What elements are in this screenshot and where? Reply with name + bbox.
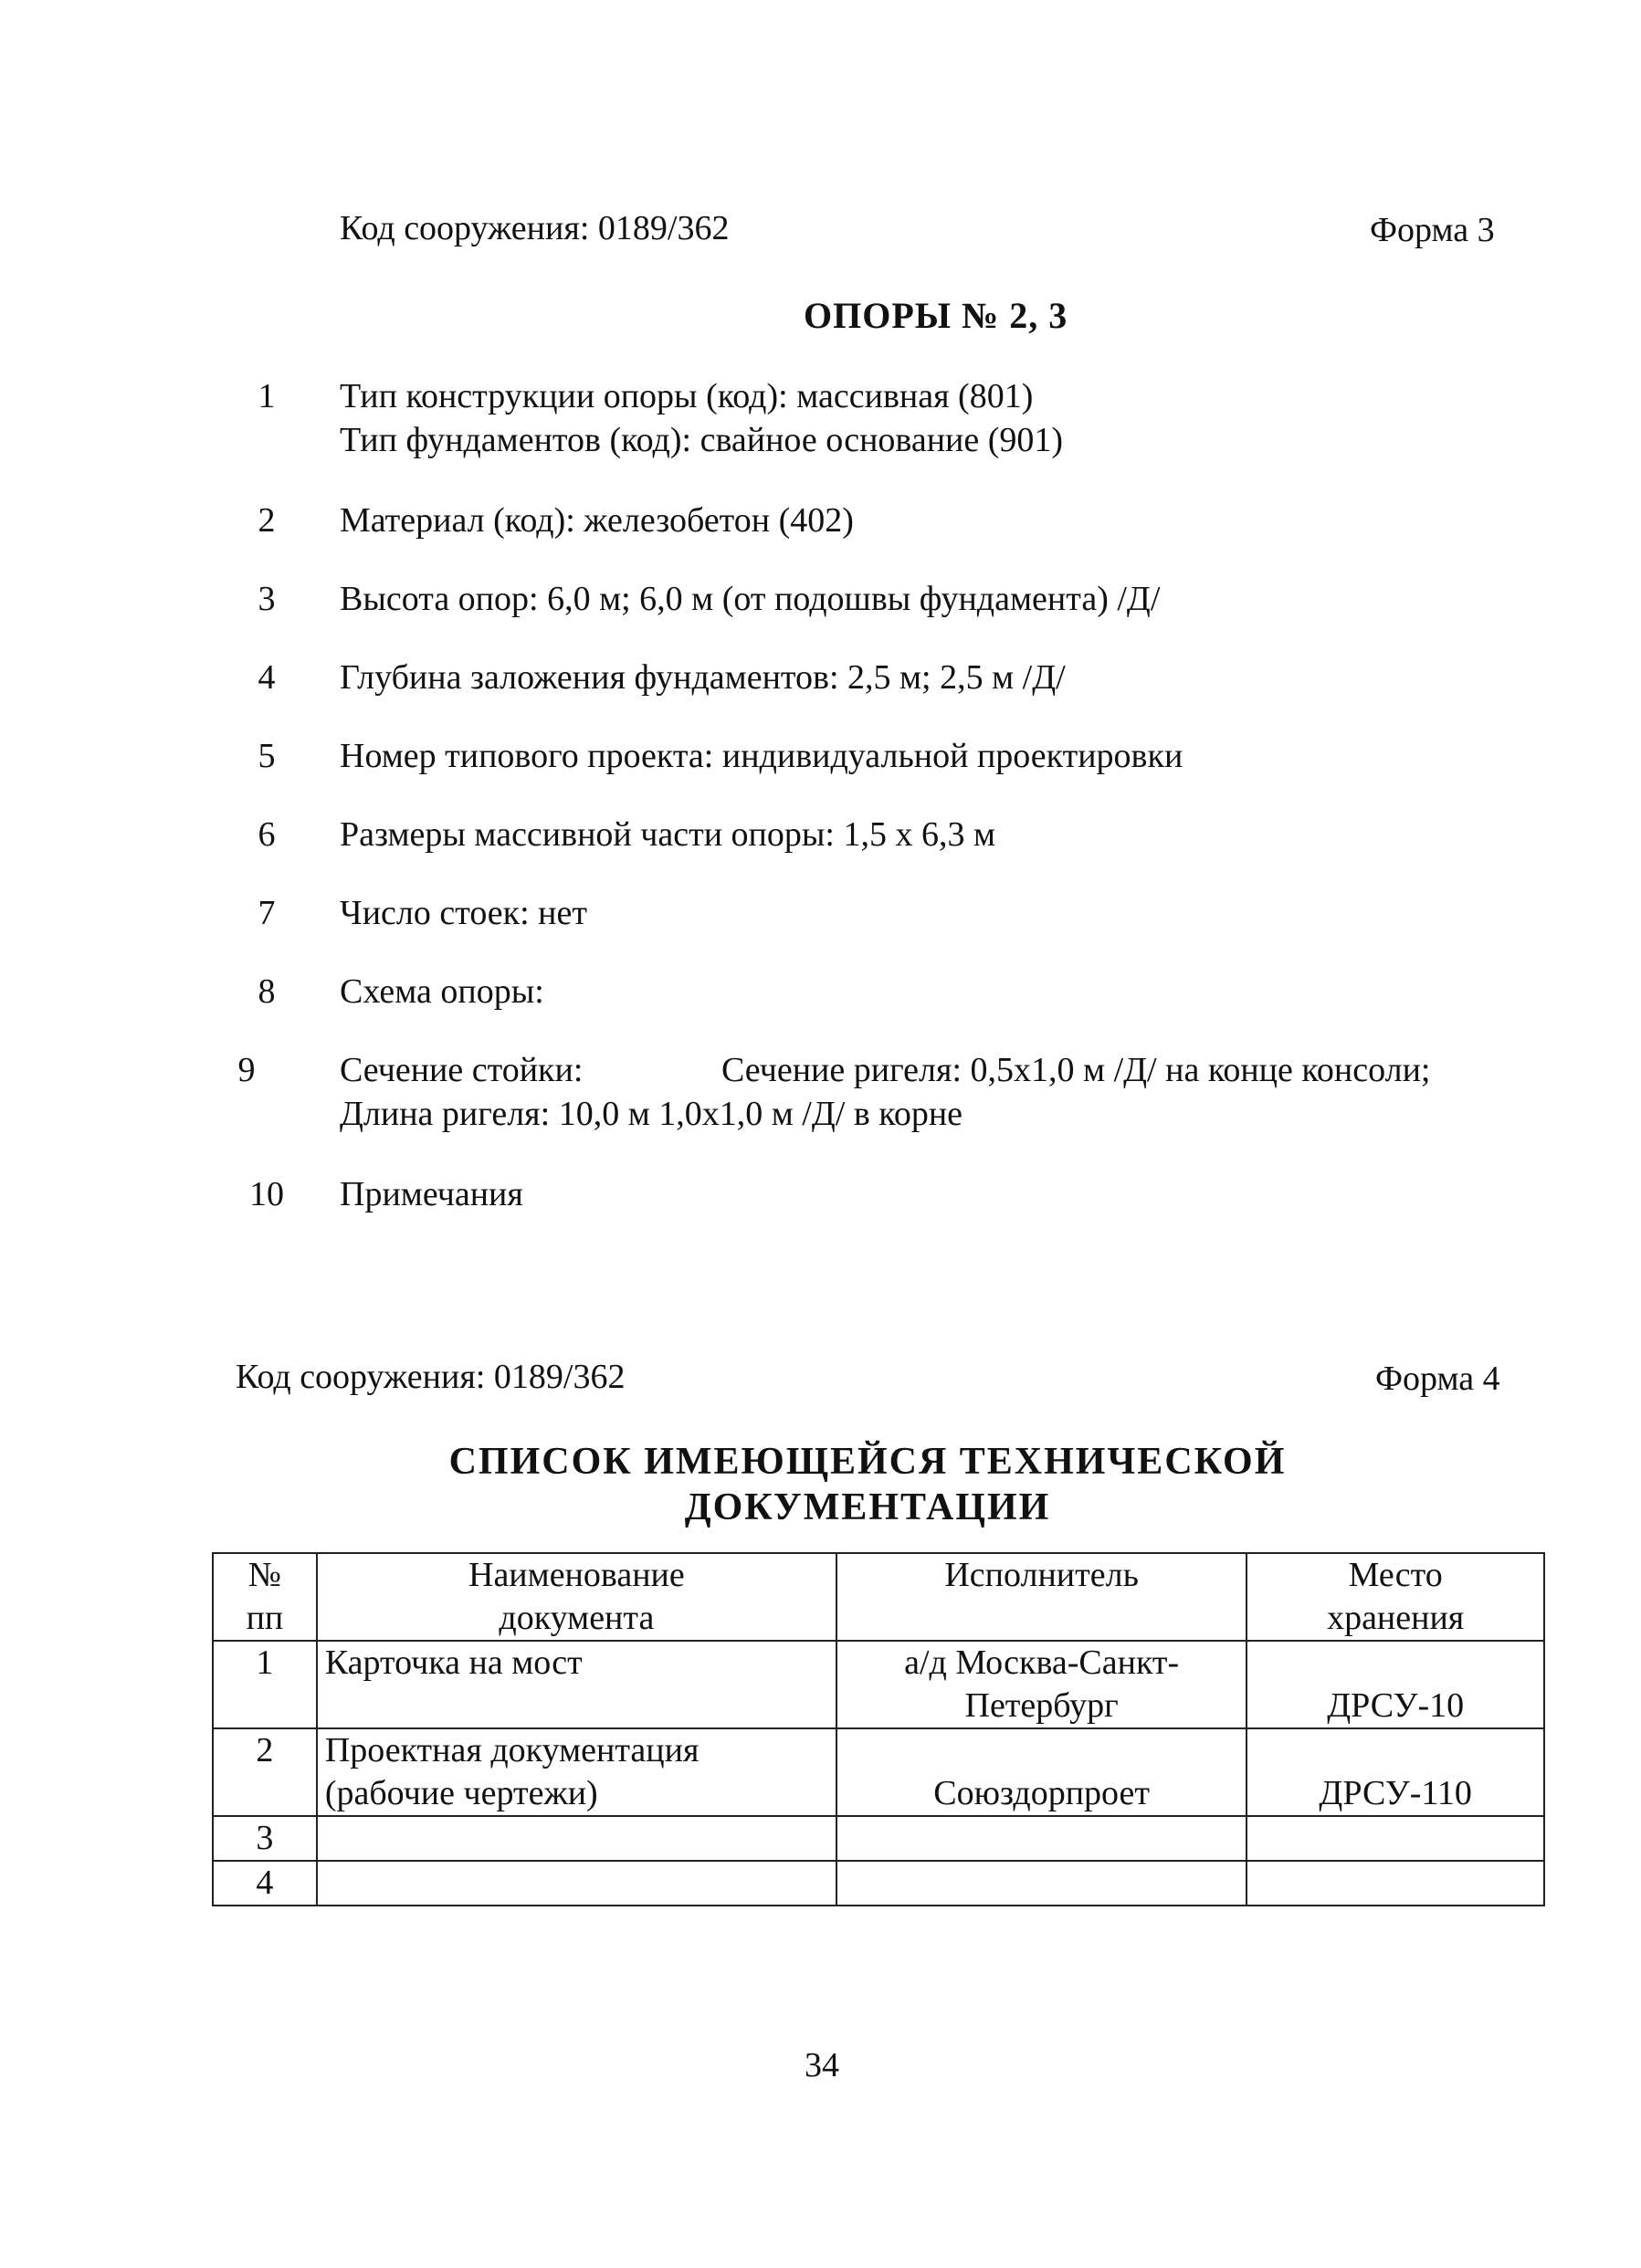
header-num: № пп: [213, 1553, 317, 1641]
item-number: 1: [258, 377, 276, 415]
table-header-row: [213, 1553, 1544, 1641]
cell-num: 2: [213, 1728, 317, 1816]
item-number: 3: [258, 580, 276, 618]
cell-name: Проектная документация (рабочие чертежи): [317, 1728, 836, 1816]
table-row: [213, 1728, 1544, 1816]
item-number: 6: [258, 815, 276, 854]
cell-name: [317, 1816, 836, 1861]
cell-executor: Союздорпроет: [836, 1728, 1247, 1816]
form3-form-label: Форма 3: [1370, 211, 1495, 249]
item-number: 2: [258, 501, 276, 540]
item-text: Сечение стойки:: [340, 1051, 584, 1089]
cell-executor: [836, 1816, 1247, 1861]
item-text: Высота опор: 6,0 м; 6,0 м (от подошвы фундамента) /Д/: [340, 580, 1161, 618]
table-row: [213, 1641, 1544, 1728]
item-number: 7: [258, 894, 276, 932]
header-storage: Место хранения: [1247, 1553, 1544, 1641]
cell-storage: [1247, 1816, 1544, 1861]
header-name: Наименование документа: [317, 1553, 836, 1641]
form4-code-label: Код сооружения: 0189/362: [236, 1358, 626, 1396]
item-number: 8: [258, 972, 276, 1011]
cell-storage: ДРСУ-110: [1247, 1728, 1544, 1816]
cell-name: Карточка на мост: [317, 1641, 836, 1728]
page-number: 34: [805, 2046, 839, 2084]
item-number: 4: [258, 658, 276, 697]
item-text: Тип конструкции опоры (код): массивная (801): [340, 377, 1034, 415]
header-executor: Исполнитель: [836, 1553, 1247, 1641]
item-text: Схема опоры:: [340, 972, 544, 1011]
cell-name: [317, 1861, 836, 1906]
item-number: 10: [249, 1175, 284, 1213]
documents-table: [212, 1552, 1545, 1906]
cell-storage: ДРСУ-10: [1247, 1641, 1544, 1728]
form3-title: ОПОРЫ № 2, 3: [804, 295, 1068, 336]
cell-num: 1: [213, 1641, 317, 1728]
cell-num: 3: [213, 1816, 317, 1861]
item-text: Размеры массивной части опоры: 1,5 х 6,3 м: [340, 815, 996, 854]
item-text: Материал (код): железобетон (402): [340, 501, 854, 540]
form3-code-label: Код сооружения: 0189/362: [340, 209, 730, 247]
table-row: [213, 1816, 1544, 1861]
item-text: Примечания: [340, 1175, 523, 1213]
item-text: Тип фундаментов (код): свайное основание (901): [340, 421, 1064, 459]
cell-executor: [836, 1861, 1247, 1906]
cell-storage: [1247, 1861, 1544, 1906]
item-number: 5: [258, 737, 276, 775]
cell-num: 4: [213, 1861, 317, 1906]
table-row: [213, 1861, 1544, 1906]
item-text-extra: Сечение ригеля: 0,5х1,0 м /Д/ на конце консоли;: [721, 1051, 1431, 1089]
form4-title-line2: ДОКУМЕНТАЦИИ: [684, 1486, 1051, 1528]
item-number: 9: [237, 1051, 256, 1089]
item-text: Номер типового проекта: индивидуальной проектировки: [340, 737, 1183, 775]
item-text: Число стоек: нет: [340, 894, 587, 932]
form4-title-line1: СПИСОК ИМЕЮЩЕЙСЯ ТЕХНИЧЕСКОЙ: [448, 1441, 1287, 1483]
item-text: Длина ригеля: 10,0 м 1,0х1,0 м /Д/ в корне: [340, 1095, 963, 1133]
form4-title: [365, 1439, 1370, 1530]
item-text: Глубина заложения фундаментов: 2,5 м; 2,5 м /Д/: [340, 658, 1066, 697]
form4-form-label: Форма 4: [1375, 1360, 1500, 1398]
cell-executor: а/д Москва-Санкт- Петербург: [836, 1641, 1247, 1728]
